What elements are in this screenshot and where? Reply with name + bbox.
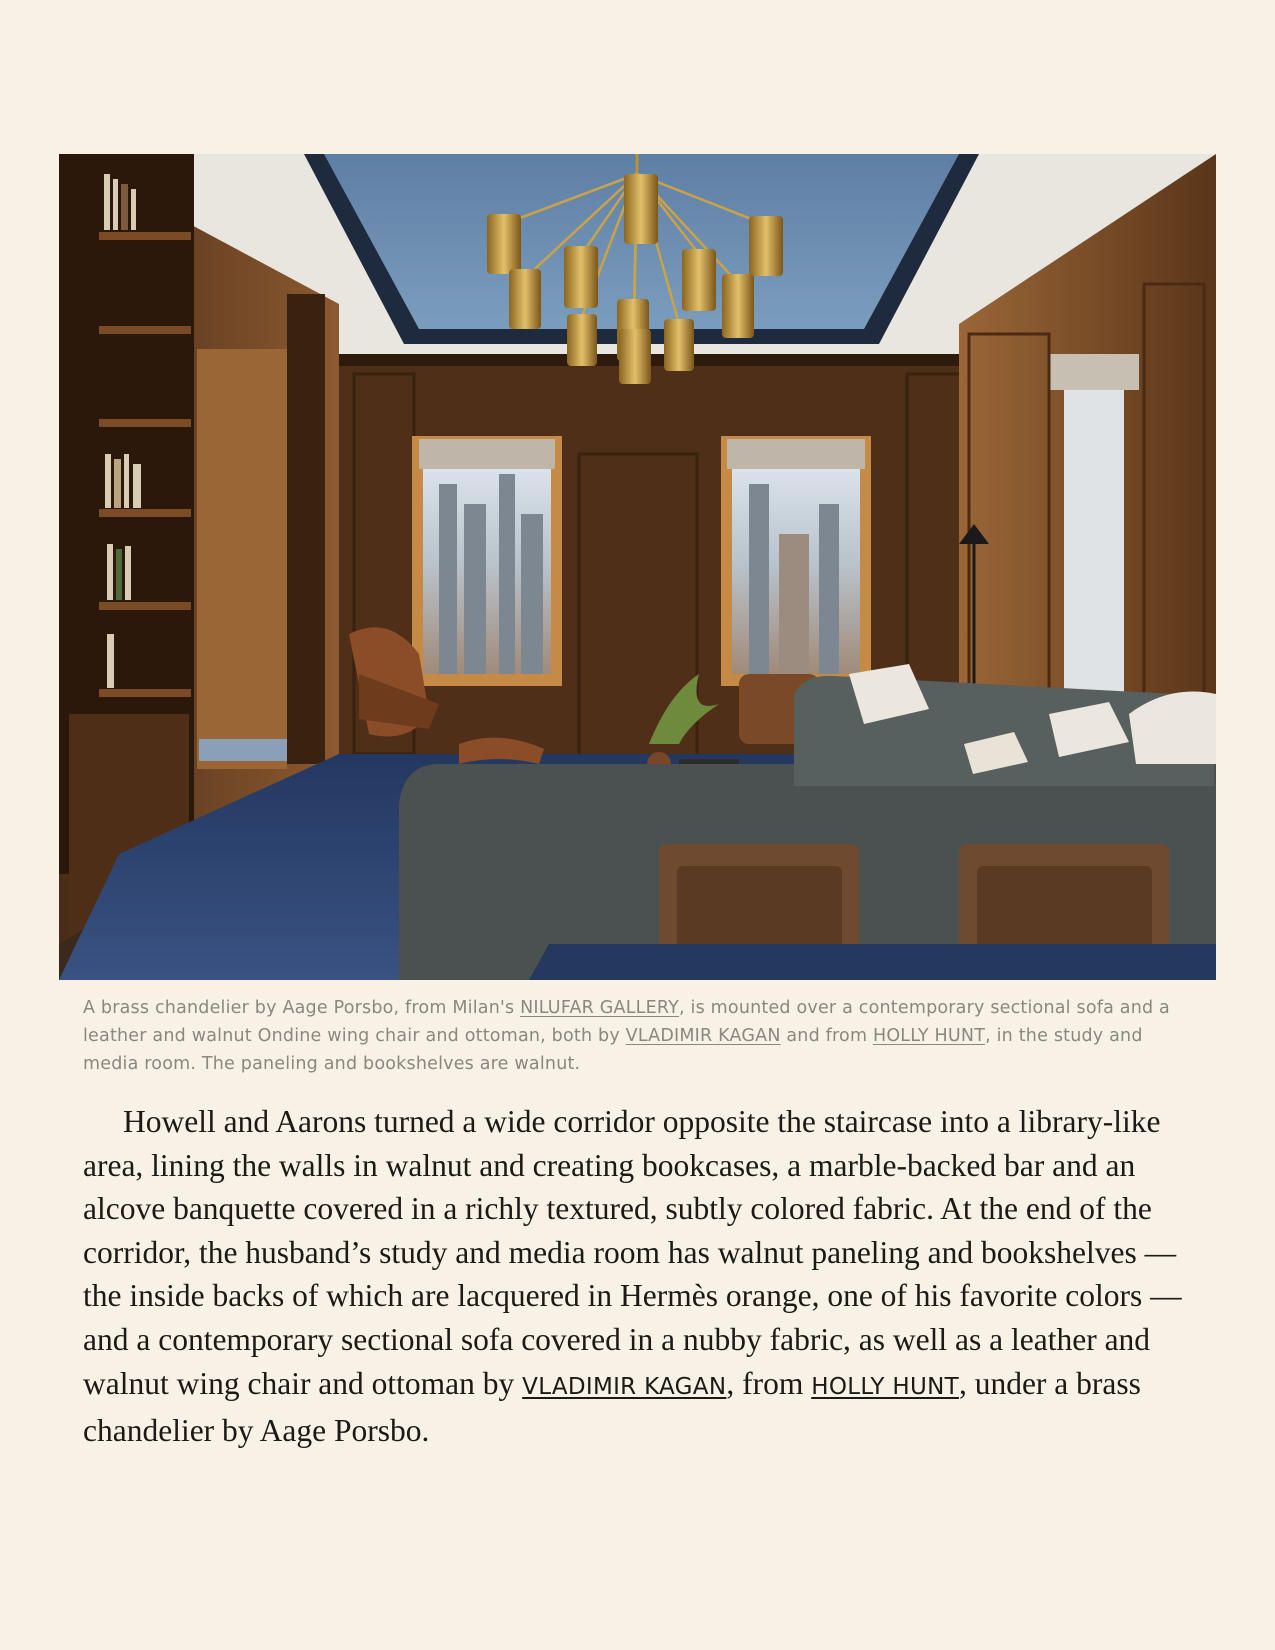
nilufar-gallery-link[interactable]: NILUFAR GALLERY (520, 998, 679, 1018)
body-text: Howell and Aarons turned a wide corridor opposite the staircase into a library-like area, lining the walls in walnut and creating bookcases, a marble-backed bar and an alcove banquette covered in a richly textured, subtly colored fabric. At the end of the corridor, the husband’s study and media room has walnut paneling and bookshelves — the inside backs of which are lacquered in Hermès orange, one of his favorite colors — and a contemporary sectional sofa covered in a nubby fabric, as well as a leather and walnut wing chair and ottoman by (83, 1104, 1182, 1401)
photo-caption (83, 994, 1198, 1078)
vladimir-kagan-link[interactable]: VLADIMIR KAGAN (522, 1373, 727, 1400)
room-photo (59, 154, 1216, 980)
body-paragraph (83, 1100, 1208, 1453)
body-text: , from (726, 1365, 812, 1401)
caption-text: and from (780, 1026, 873, 1046)
body-text: , under a brass chandelier by Aage Porsbo. (83, 1365, 1141, 1449)
holly-hunt-link[interactable]: HOLLY HUNT (811, 1373, 959, 1400)
vladimir-kagan-link[interactable]: VLADIMIR KAGAN (625, 1026, 781, 1046)
caption-text: A brass chandelier by Aage Porsbo, from Milan's (83, 998, 521, 1018)
holly-hunt-link[interactable]: HOLLY HUNT (872, 1026, 986, 1046)
caption-text: , is mounted over a contemporary sectional sofa and a leather and walnut Ondine wing chair and ottoman, both by (83, 998, 1170, 1046)
caption-text: , in the study and media room. The paneling and bookshelves are walnut. (83, 1026, 1143, 1074)
room-illustration (59, 154, 1216, 980)
